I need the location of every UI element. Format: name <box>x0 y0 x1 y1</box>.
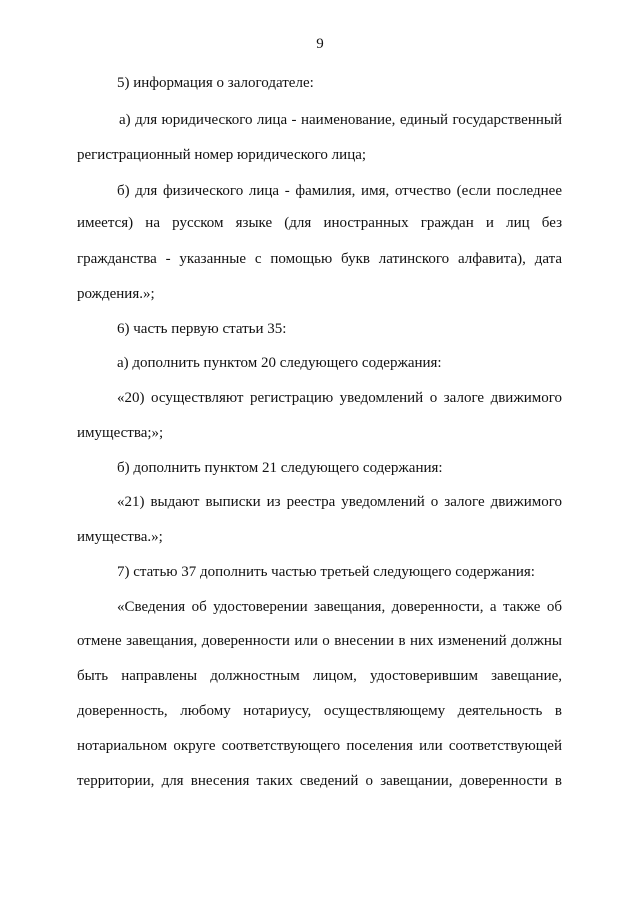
text-line: имеется) на русском языке (для иностранных граждан и лиц без <box>77 215 562 231</box>
text-line: а) для юридического лица - наименование, единый государственный <box>119 112 562 128</box>
text-line: имущества;»; <box>77 425 164 441</box>
text-line: «20) осуществляют регистрацию уведомлений о залоге движимого <box>117 390 562 406</box>
text-line: 5) информация о залогодателе: <box>117 75 314 91</box>
text-line: доверенность, любому нотариусу, осуществляющему деятельность в <box>77 703 562 719</box>
text-line: регистрационный номер юридического лица; <box>77 147 367 163</box>
text-line: имущества.»; <box>77 529 163 545</box>
text-line: быть направлены должностным лицом, удостоверившим завещание, <box>77 668 562 684</box>
text-line: б) дополнить пунктом 21 следующего содержания: <box>117 460 443 476</box>
text-line: 6) часть первую статьи 35: <box>117 321 287 337</box>
text-line: «Сведения об удостоверении завещания, доверенности, а также об <box>117 599 562 615</box>
text-line: б) для физического лица - фамилия, имя, отчество (если последнее <box>117 183 562 199</box>
text-line: нотариальном округе соответствующего поселения или соответствующей <box>77 738 562 754</box>
text-line: «21) выдают выписки из реестра уведомлений о залоге движимого <box>117 494 562 510</box>
text-line: отмене завещания, доверенности или о внесении в них изменений должны <box>77 633 562 649</box>
text-line: а) дополнить пунктом 20 следующего содержания: <box>117 355 442 371</box>
text-line: 7) статью 37 дополнить частью третьей следующего содержания: <box>117 564 535 580</box>
text-line: гражданства - указанные с помощью букв латинского алфавита), дата <box>77 251 562 267</box>
page-number: 9 <box>316 36 324 52</box>
text-line: территории, для внесения таких сведений о завещании, доверенности в <box>77 773 562 789</box>
text-line: рождения.»; <box>77 286 155 302</box>
